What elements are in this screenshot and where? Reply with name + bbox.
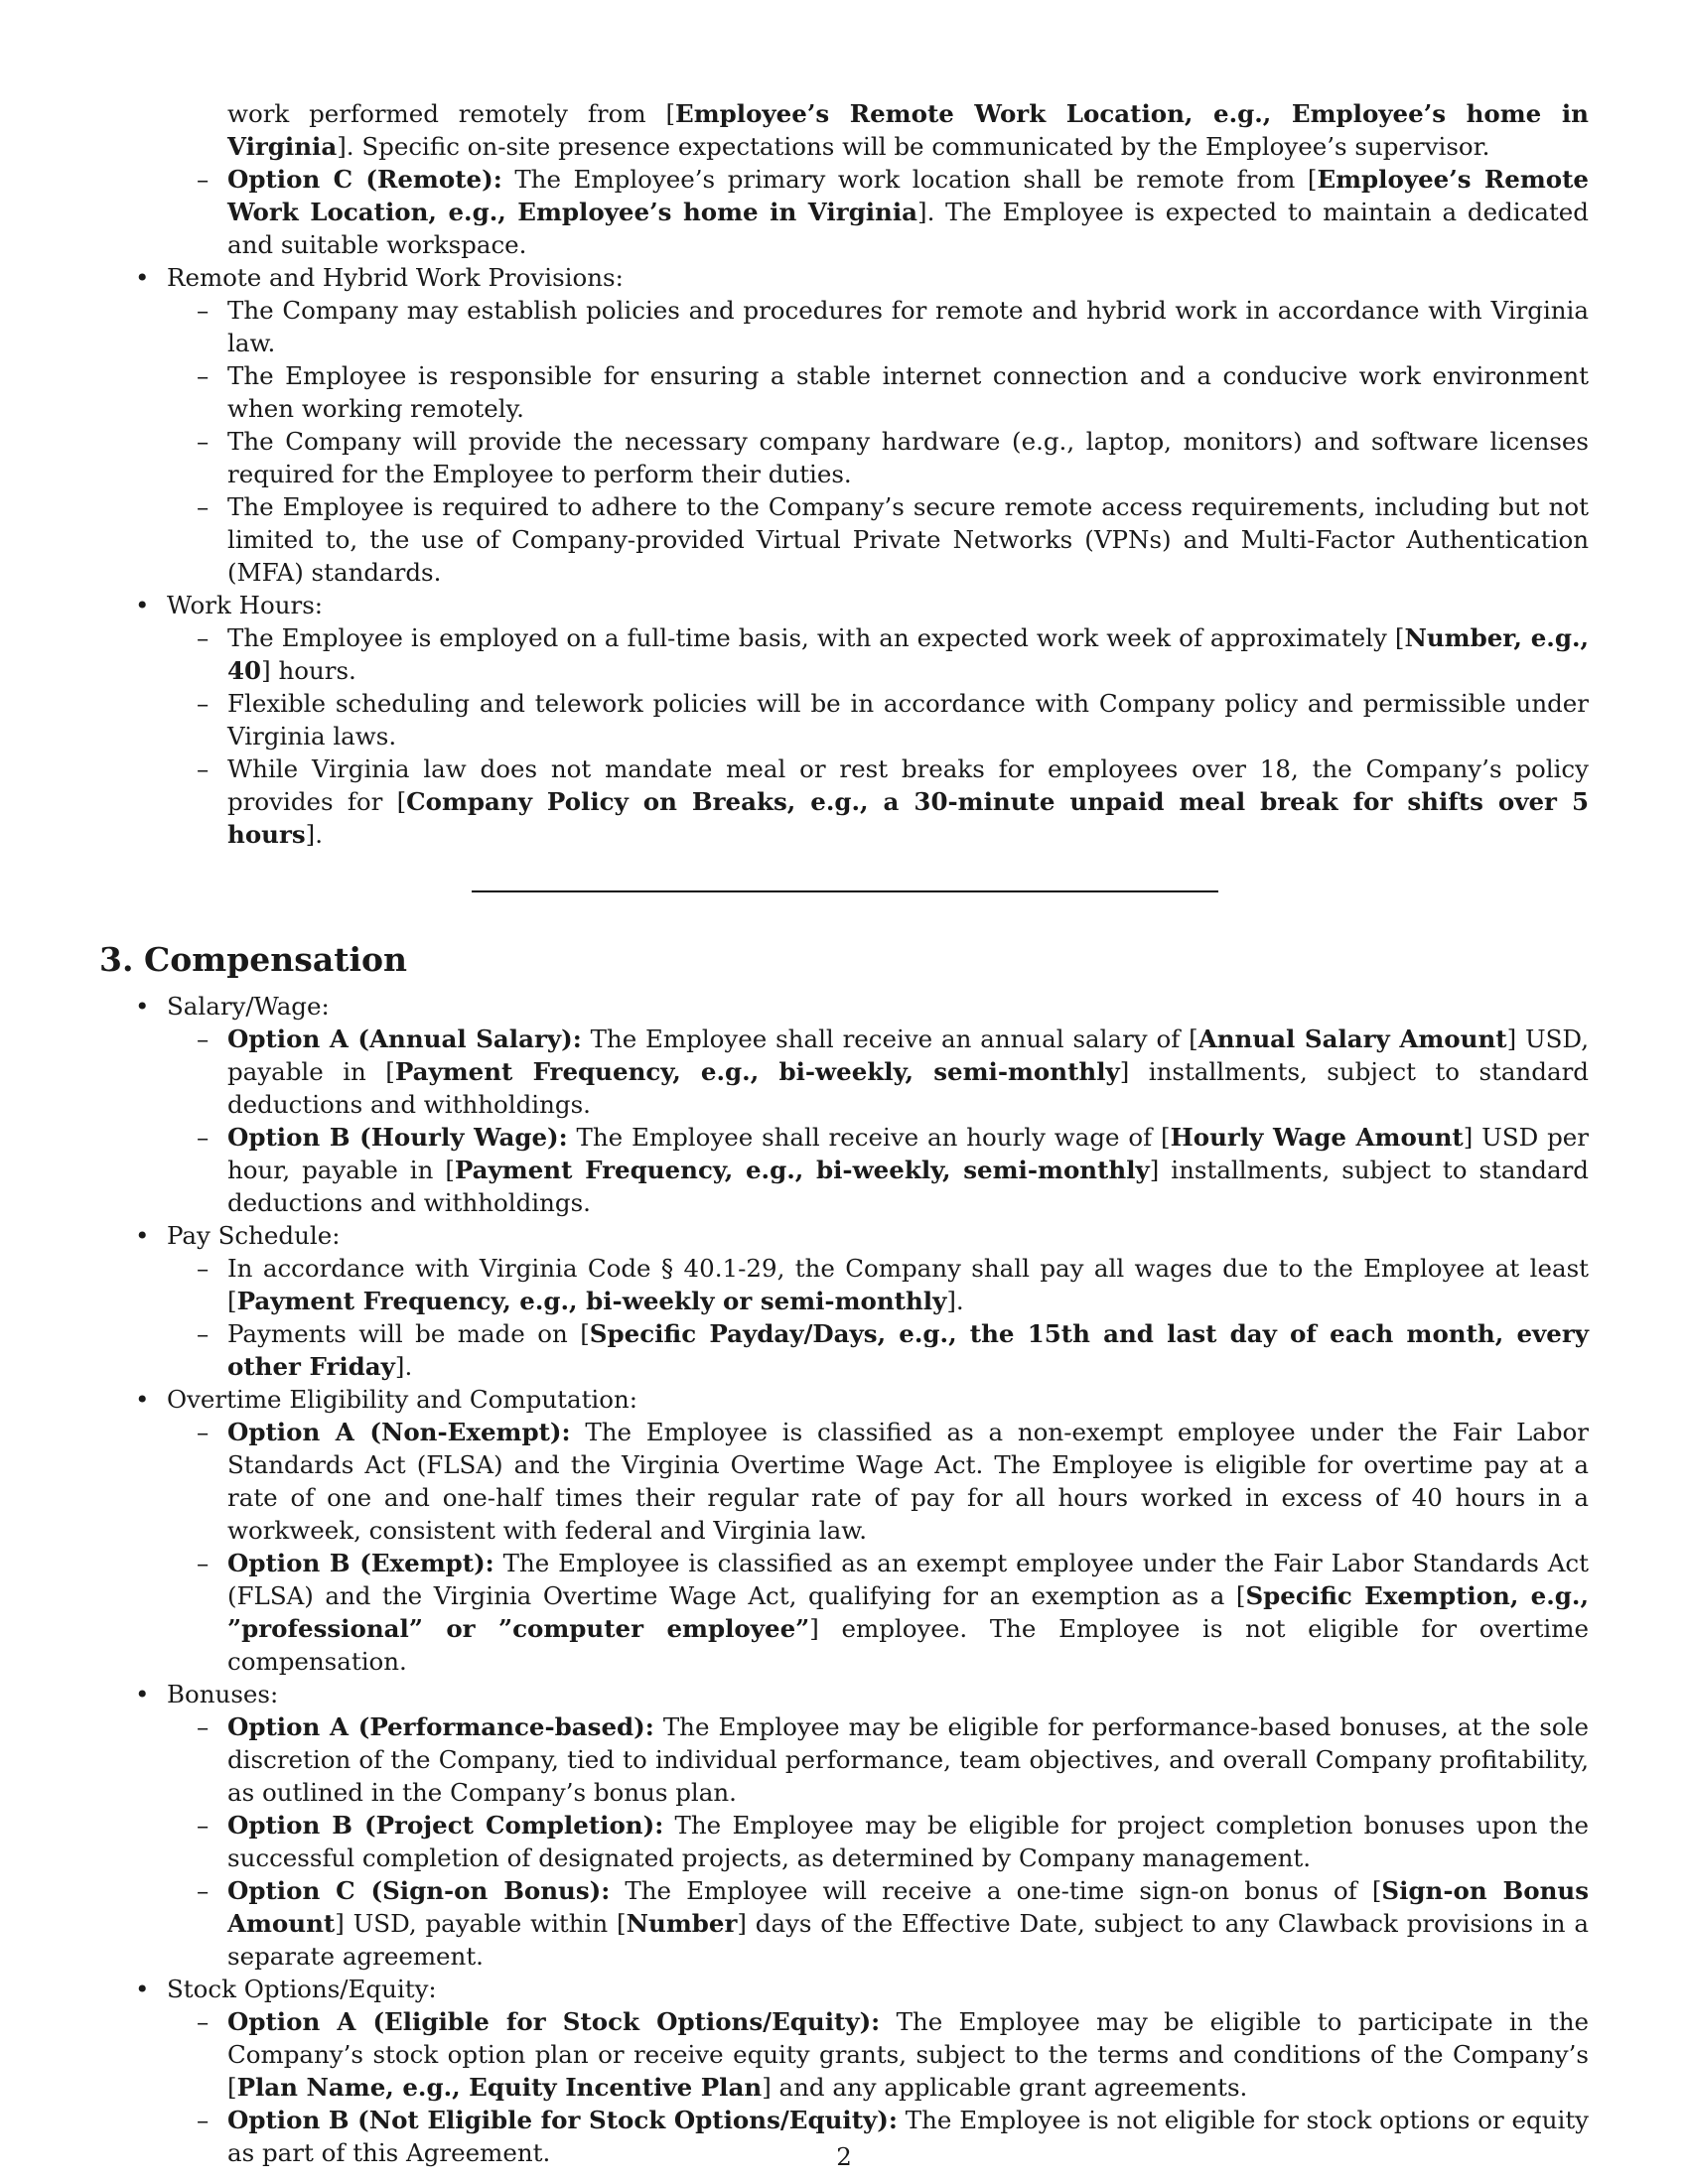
placeholder-field: Payment Frequency, e.g., bi-weekly, semi-monthly — [394, 1057, 1120, 1086]
option-eligible-equity — [99, 2005, 1589, 2104]
salary-wage-heading — [99, 990, 1589, 1023]
option-c-remote — [99, 163, 1589, 261]
option-label: Option A (Performance-based): — [227, 1712, 654, 1741]
option-label: Option C (Remote): — [227, 165, 502, 194]
bullet-marker: • — [135, 591, 150, 619]
item-text: Flexible scheduling and telework policies will be in accordance with Company policy and permissible under Virginia laws. — [227, 689, 1589, 751]
work-hours-heading — [99, 589, 1589, 621]
list-heading: Salary/Wage: — [167, 992, 330, 1021]
placeholder-field: Number — [626, 1909, 738, 1938]
list-item — [99, 1252, 1589, 1317]
text-segment: ] days of the Effective Date, subject to any Clawback provisions in a separate agreement. — [227, 1909, 1589, 1971]
text-segment: The Employee’s primary work location shall be remote from [ — [501, 165, 1318, 194]
placeholder-field: Company Policy on Breaks, e.g., a 30-minute unpaid meal break for shifts over 5 hours — [227, 787, 1589, 849]
dash-marker: – — [197, 427, 210, 456]
list-item — [99, 359, 1589, 425]
placeholder-field: Payment Frequency, e.g., bi-weekly, semi-monthly — [454, 1156, 1150, 1184]
placeholder-field: Annual Salary Amount — [1197, 1024, 1507, 1053]
text-segment: While Virginia law does not mandate meal or rest breaks for employees over 18, the Company’s policy provides for [ — [227, 754, 1589, 816]
option-label: Option B (Not Eligible for Stock Options/Equity): — [227, 2106, 898, 2134]
placeholder-field: Plan Name, e.g., Equity Incentive Plan — [236, 2073, 763, 2102]
dash-marker: – — [197, 689, 210, 718]
text-segment: ] and any applicable grant agreements. — [762, 2073, 1248, 2102]
item-text: The Employee is responsible for ensuring a stable internet connection and a conducive work environment when working remotely. — [227, 361, 1589, 423]
dash-marker: – — [197, 1811, 210, 1840]
option-label: Option A (Annual Salary): — [227, 1024, 582, 1053]
section-number: 3. — [99, 940, 134, 979]
item-text: The Company will provide the necessary company hardware (e.g., laptop, monitors) and software licenses required for the Employee to perform their duties. — [227, 427, 1589, 488]
bullet-marker: • — [135, 992, 150, 1021]
text-segment: ] USD, payable within [ — [335, 1909, 627, 1938]
stock-options-heading — [99, 1973, 1589, 2005]
option-hourly-wage — [99, 1121, 1589, 1219]
option-annual-salary — [99, 1023, 1589, 1121]
list-heading: Work Hours: — [167, 591, 324, 619]
text-segment: The Employee is not eligible for stock options or equity as part of this Agreement. — [227, 2106, 1589, 2167]
dash-marker: – — [197, 296, 210, 325]
dash-marker: – — [197, 623, 210, 652]
text-segment: ] USD, payable in [ — [227, 1024, 1589, 1086]
option-label: Option A (Eligible for Stock Options/Equity): — [227, 2007, 881, 2036]
dash-marker: – — [197, 361, 210, 390]
option-label: Option B (Project Completion): — [227, 1811, 664, 1840]
item-text: The Employee is required to adhere to the Company’s secure remote access requirements, including but not limited to, the use of Company-provided Virtual Private Networks (VPNs) and Multi-Factor Authentication (MFA) standards. — [227, 492, 1589, 587]
list-item — [99, 294, 1589, 359]
option-performance-bonus — [99, 1710, 1589, 1809]
text-segment: The Employee will receive a one-time sign-on bonus of [ — [610, 1876, 1382, 1905]
text-segment: ]. — [394, 1352, 413, 1381]
section-title: Compensation — [144, 940, 407, 979]
pay-schedule-heading — [99, 1219, 1589, 1252]
text-segment: ] hours. — [261, 656, 356, 685]
list-heading: Pay Schedule: — [167, 1221, 341, 1250]
dash-marker: – — [197, 1123, 210, 1152]
list-item — [99, 425, 1589, 490]
text-segment: ]. — [305, 820, 324, 849]
item-text: The Company may establish policies and procedures for remote and hybrid work in accordance with Virginia law. — [227, 296, 1589, 357]
text-segment: ] USD per hour, payable in [ — [227, 1123, 1589, 1184]
bullet-marker: • — [135, 1221, 150, 1250]
bullet-marker: • — [135, 1975, 150, 2003]
text-segment: work performed remotely from [ — [227, 99, 676, 128]
option-sign-on-bonus — [99, 1874, 1589, 1973]
list-item — [99, 1317, 1589, 1383]
remote-hybrid-heading — [99, 261, 1589, 294]
bonuses-heading — [99, 1678, 1589, 1710]
placeholder-field: Employee’s Remote Work Location, e.g., Employee’s home in Virginia — [227, 99, 1589, 161]
option-label: Option B (Hourly Wage): — [227, 1123, 568, 1152]
text-segment: The Employee may be eligible for project completion bonuses upon the successful completion of designated projects, as determined by Company management. — [227, 1811, 1589, 1872]
page-number: 2 — [836, 2142, 852, 2171]
text-segment: The Employee is classified as a non-exempt employee under the Fair Labor Standards Act (FLSA) and the Virginia Overtime Wage Act. The Employee is eligible for overtime pay at a rate of one and one-half times their regular rate of pay for all hours worked in excess of 40 hours in a workweek, consistent with federal and Virginia law. — [227, 1418, 1589, 1545]
placeholder-field: Payment Frequency, e.g., bi-weekly or semi-monthly — [236, 1287, 947, 1315]
dash-marker: – — [197, 1319, 210, 1348]
list-heading: Stock Options/Equity: — [167, 1975, 437, 2003]
list-item — [99, 621, 1589, 687]
list-item — [99, 490, 1589, 589]
list-heading: Bonuses: — [167, 1680, 279, 1708]
list-item — [99, 687, 1589, 752]
bullet-marker: • — [135, 263, 150, 292]
placeholder-field: Specific Payday/Days, e.g., the 15th and last day of each month, every other Friday — [227, 1319, 1590, 1381]
section-heading — [99, 940, 1589, 980]
option-exempt — [99, 1547, 1589, 1678]
list-heading: Remote and Hybrid Work Provisions: — [167, 263, 624, 292]
placeholder-field: Employee’s Remote Work Location, e.g., Employee’s home in Virginia — [227, 165, 1590, 226]
option-label: Option C (Sign-on Bonus): — [227, 1876, 611, 1905]
text-segment: ] installments, subject to standard deductions and withholdings. — [227, 1057, 1589, 1119]
horizontal-rule — [472, 890, 1218, 892]
text-segment: The Employee shall receive an hourly wage of [ — [567, 1123, 1171, 1152]
dash-marker: – — [197, 1712, 210, 1741]
dash-marker: – — [197, 1254, 210, 1283]
option-label: Option B (Exempt): — [227, 1549, 494, 1577]
dash-marker: – — [197, 2007, 210, 2036]
text-segment: The Employee may be eligible for performance-based bonuses, at the sole discretion of the Company, tied to individual performance, team objectives, and overall Company profitability, as outlined in the Company’s bonus plan. — [227, 1712, 1589, 1807]
option-project-bonus — [99, 1809, 1589, 1874]
option-non-exempt — [99, 1416, 1589, 1547]
dash-marker: – — [197, 754, 210, 783]
text-segment: The Employee is employed on a full-time basis, with an expected work week of approximately [ — [227, 623, 1405, 652]
text-segment: The Employee is classified as an exempt employee under the Fair Labor Standards Act (FLSA) and the Virginia Overtime Wage Act, qualifying for an exemption as a [ — [227, 1549, 1589, 1610]
placeholder-field: Specific Exemption, e.g., ”professional” or ”computer employee” — [227, 1581, 1589, 1643]
bullet-marker: • — [135, 1385, 150, 1414]
dash-marker: – — [197, 1418, 210, 1446]
text-segment: ] employee. The Employee is not eligible for overtime compensation. — [227, 1614, 1589, 1676]
dash-marker: – — [197, 1024, 210, 1053]
text-segment: ]. — [946, 1287, 964, 1315]
text-segment: In accordance with Virginia Code § 40.1-29, the Company shall pay all wages due to the Employee at least [ — [227, 1254, 1589, 1315]
text-segment: ] installments, subject to standard deductions and withholdings. — [227, 1156, 1589, 1217]
dash-marker: – — [197, 1876, 210, 1905]
text-segment: ]. Specific on-site presence expectations will be communicated by the Employee’s supervisor. — [337, 132, 1490, 161]
page-content — [99, 97, 1589, 2169]
text-segment: ]. The Employee is expected to maintain a dedicated and suitable workspace. — [227, 198, 1589, 259]
option-label: Option A (Non-Exempt): — [227, 1418, 571, 1446]
text-segment: The Employee may be eligible to participate in the Company’s stock option plan or receive equity grants, subject to the terms and conditions of the Company’s [ — [227, 2007, 1590, 2102]
dash-marker: – — [197, 492, 210, 521]
bullet-marker: • — [135, 1680, 150, 1708]
list-heading: Overtime Eligibility and Computation: — [167, 1385, 638, 1414]
dash-marker: – — [197, 1549, 210, 1577]
dash-marker: – — [197, 2106, 210, 2134]
placeholder-field: Hourly Wage Amount — [1170, 1123, 1464, 1152]
list-item — [99, 752, 1589, 851]
placeholder-field: Sign-on Bonus Amount — [227, 1876, 1590, 1938]
placeholder-field: Number, e.g., 40 — [227, 623, 1590, 685]
overtime-heading — [99, 1383, 1589, 1416]
text-segment: The Employee shall receive an annual salary of [ — [581, 1024, 1198, 1053]
work-location-continuation — [99, 97, 1589, 163]
dash-marker: – — [197, 165, 210, 194]
text-segment: Payments will be made on [ — [227, 1319, 590, 1348]
